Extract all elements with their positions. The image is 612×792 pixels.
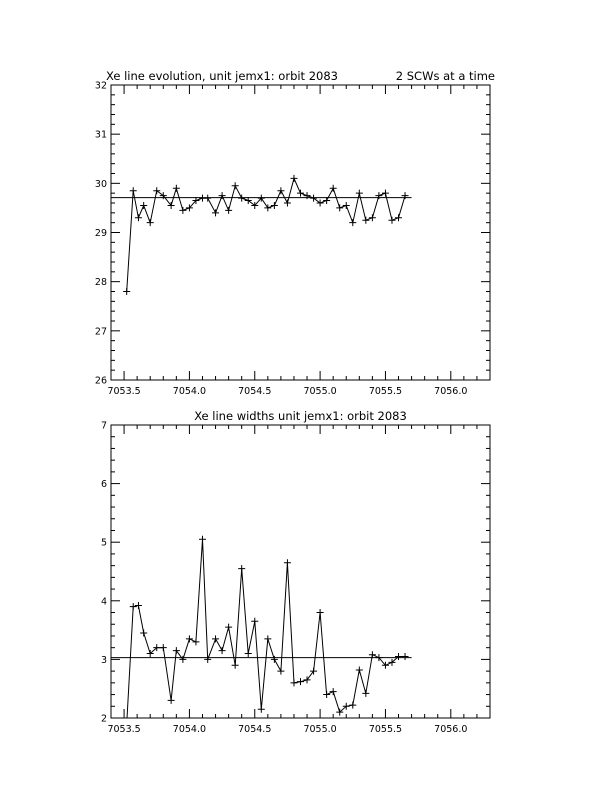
- series-line: [127, 539, 405, 724]
- data-point: [382, 190, 389, 197]
- data-point: [323, 691, 330, 698]
- data-layer: [111, 536, 412, 728]
- series-line: [127, 178, 405, 291]
- data-point: [225, 624, 232, 631]
- data-point: [245, 650, 252, 657]
- y-tick-label: 28: [94, 277, 107, 289]
- x-tick-label: 7054.5: [238, 724, 272, 735]
- data-point: [219, 647, 226, 654]
- data-point: [297, 678, 304, 685]
- data-point: [310, 668, 317, 675]
- data-point: [395, 214, 402, 221]
- data-point: [402, 653, 409, 660]
- y-tick-label: 29: [94, 228, 107, 239]
- data-point: [160, 644, 167, 651]
- data-point: [271, 656, 278, 663]
- x-tick-label: 7054.5: [238, 386, 272, 397]
- data-point: [238, 195, 245, 202]
- y-tick-label: 4: [100, 596, 107, 608]
- data-point: [168, 697, 175, 704]
- chart-title: Xe line widths unit jemx1: orbit 2083: [194, 409, 407, 423]
- y-tick-label: 2: [100, 713, 107, 725]
- data-point: [284, 200, 291, 207]
- chart-2: [101, 409, 490, 735]
- data-point: [179, 656, 186, 663]
- data-point: [173, 185, 180, 192]
- y-tick-label: 26: [94, 375, 107, 387]
- data-point: [388, 217, 395, 224]
- x-tick-label: 7056.0: [434, 386, 468, 397]
- data-point: [225, 207, 232, 214]
- data-point: [238, 565, 245, 572]
- data-point: [277, 668, 284, 675]
- y-tick-label: 5: [100, 537, 107, 549]
- data-point: [356, 666, 363, 673]
- data-point: [135, 602, 142, 609]
- data-point: [232, 182, 239, 189]
- data-point: [343, 202, 350, 209]
- x-tick-label: 7056.0: [434, 724, 468, 735]
- x-tick-label: 7053.5: [107, 386, 141, 397]
- data-point: [362, 217, 369, 224]
- data-point: [123, 288, 130, 295]
- data-point: [290, 679, 297, 686]
- data-point: [271, 202, 278, 209]
- data-point: [297, 190, 304, 197]
- data-point: [192, 638, 199, 645]
- data-point: [232, 662, 239, 669]
- y-tick-label: 6: [100, 479, 107, 491]
- data-point: [362, 690, 369, 697]
- data-point: [140, 202, 147, 209]
- x-tick-label: 7055.5: [368, 386, 403, 397]
- data-point: [204, 656, 211, 663]
- y-tick-label: 32: [94, 80, 107, 92]
- chart-1: [95, 69, 495, 397]
- x-tick-label: 7053.5: [107, 724, 141, 735]
- y-tick-label: 27: [94, 326, 107, 338]
- chart-subtitle: 2 SCWs at a time: [395, 69, 495, 83]
- x-tick-label: 7055.0: [303, 724, 337, 735]
- data-point: [140, 630, 147, 637]
- data-point: [204, 195, 211, 202]
- data-point: [258, 706, 265, 713]
- data-point: [290, 175, 297, 182]
- data-point: [323, 197, 330, 204]
- data-point: [277, 187, 284, 194]
- data-point: [130, 187, 137, 194]
- data-point: [264, 635, 271, 642]
- data-point: [135, 214, 142, 221]
- data-point: [212, 209, 219, 216]
- data-point: [186, 635, 193, 642]
- data-point: [356, 190, 363, 197]
- x-tick-label: 7054.0: [172, 386, 207, 397]
- chart-title: Xe line evolution, unit jemx1: orbit 2083: [106, 69, 338, 83]
- data-point: [349, 219, 356, 226]
- data-point: [173, 647, 180, 654]
- plot-frame: [111, 425, 490, 718]
- y-tick-label: 7: [100, 420, 107, 432]
- data-point: [369, 214, 376, 221]
- data-point: [317, 609, 324, 616]
- data-point: [304, 676, 311, 683]
- y-tick-label: 30: [94, 178, 107, 190]
- plot-frame: [111, 85, 490, 380]
- data-point: [330, 185, 337, 192]
- data-point: [330, 688, 337, 695]
- data-point: [251, 618, 258, 625]
- x-tick-label: 7055.5: [368, 724, 403, 735]
- data-point: [349, 702, 356, 709]
- data-point: [130, 603, 137, 610]
- y-tick-label: 31: [94, 129, 107, 141]
- data-point: [179, 207, 186, 214]
- data-layer: [111, 175, 412, 295]
- x-tick-label: 7055.0: [303, 386, 337, 397]
- y-tick-label: 3: [100, 654, 107, 666]
- data-point: [336, 204, 343, 211]
- data-point: [199, 536, 206, 543]
- data-point: [212, 635, 219, 642]
- x-tick-label: 7054.0: [172, 724, 207, 735]
- data-point: [284, 559, 291, 566]
- data-point: [264, 204, 271, 211]
- data-point: [147, 219, 154, 226]
